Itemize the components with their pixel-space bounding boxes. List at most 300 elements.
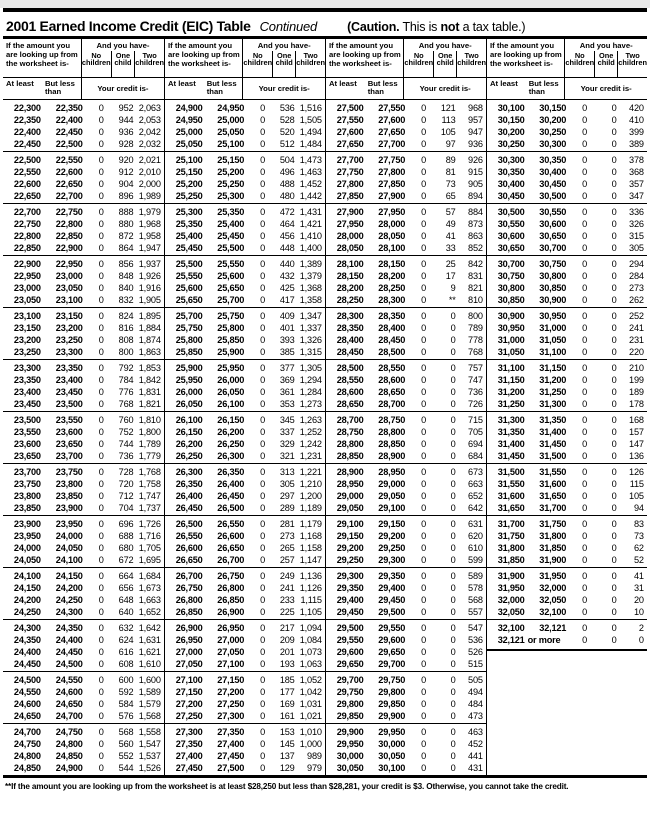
cell-but-less-than: 24,550 [55,674,83,685]
cell-credit-two-children: 410 [629,114,644,125]
cell-at-least: 23,300 [13,362,41,373]
cell-credit-one-child: 225 [279,606,295,617]
table-row [326,686,486,698]
cell-credit-one-child: 840 [118,282,134,293]
lookup-amount-label: If the amount you are looking up from the worksheet is- [3,39,82,77]
cell-but-less-than: 25,550 [217,258,245,269]
table-row [3,126,164,138]
cell-but-less-than: 27,250 [217,698,245,709]
cell-credit-two-children: 252 [629,310,644,321]
cell-but-less-than: 32,121 [539,622,567,633]
cell-credit-one-child: 345 [279,414,295,425]
cell-at-least: 23,450 [13,398,41,409]
cell-credit-no-children: 0 [421,438,426,449]
cell-but-less-than: 30,300 [539,138,567,149]
cell-credit-two-children: 2,021 [138,154,161,165]
cell-but-less-than: 24,000 [55,530,83,541]
cell-at-least: 25,950 [175,374,203,385]
row-group [3,151,164,203]
cell-but-less-than: 30,400 [539,166,567,177]
table-row [165,258,325,270]
cell-but-less-than: 23,400 [55,374,83,385]
cell-credit-one-child: 0 [611,582,617,593]
cell-but-less-than: 31,500 [539,450,567,461]
cell-but-less-than: 25,800 [217,322,245,333]
cell-credit-two-children: 399 [629,126,644,137]
cell-credit-one-child: 0 [450,542,456,553]
cell-at-least: 22,700 [13,206,41,217]
cell-credit-no-children: 0 [421,294,426,305]
cell-at-least: 29,900 [336,726,364,737]
cell-but-less-than: 23,700 [55,450,83,461]
cell-at-least: 28,600 [336,386,364,397]
cell-credit-two-children: 431 [468,762,483,773]
cell-credit-no-children: 0 [98,710,104,721]
cell-credit-one-child: 0 [450,658,456,669]
cell-at-least: 30,550 [497,218,525,229]
table-row [487,166,647,178]
header-row-top [3,39,164,78]
cell-at-least: 29,450 [336,606,364,617]
cell-credit-two-children: 842 [468,258,483,269]
cell-credit-one-child: 768 [118,398,134,409]
cell-credit-one-child: 904 [118,178,134,189]
table-row [165,542,325,554]
cell-but-less-than: 31,600 [539,478,567,489]
cell-but-less-than: 25,700 [217,294,245,305]
cell-credit-one-child: 568 [118,726,134,737]
cell-credit-no-children: 0 [98,218,104,229]
cell-credit-two-children: 1,284 [299,386,322,397]
table-row [3,102,164,114]
cell-at-least: 29,100 [336,518,364,529]
cell-credit-no-children: 0 [421,190,426,201]
cell-but-less-than: 31,750 [539,518,567,529]
cell-credit-two-children: 1,084 [299,634,322,645]
cell-credit-two-children: 873 [468,218,483,229]
caution-note [347,20,525,34]
cell-credit-one-child: 0 [450,554,456,565]
table-row [326,646,486,658]
table-row [487,294,647,306]
cell-at-least: 32,050 [497,606,525,617]
table-panel [164,39,325,775]
cell-but-less-than: 27,150 [217,674,245,685]
row-group [487,203,647,255]
cell-credit-two-children: 905 [468,178,483,189]
cell-credit-two-children: 1,168 [299,530,322,541]
cell-at-least: 29,550 [336,634,364,645]
table-row [487,190,647,202]
table-row [165,698,325,710]
cell-credit-no-children: 0 [421,374,426,385]
cell-credit-no-children: 0 [98,466,104,477]
table-row [165,282,325,294]
cell-credit-two-children: 1,231 [299,450,322,461]
table-row [165,658,325,670]
cell-at-least: 28,250 [336,294,364,305]
cell-at-least: 28,050 [336,242,364,253]
table-row [3,190,164,202]
cell-credit-one-child: 0 [450,582,456,593]
cell-credit-two-children: 768 [468,346,483,357]
cell-credit-no-children: 0 [421,674,426,685]
cell-credit-one-child: 0 [611,570,617,581]
header-row-bottom [165,78,325,99]
table-panel [3,39,164,775]
cell-credit-two-children: 821 [468,282,483,293]
cell-at-least: 32,121 [497,634,525,645]
cell-credit-one-child: 600 [118,674,134,685]
cell-credit-one-child: 417 [279,294,295,305]
cell-at-least: 27,550 [336,114,364,125]
but-less-than-label: But less than [44,78,75,97]
cell-credit-one-child: 0 [450,310,456,321]
cell-credit-one-child: 848 [118,270,134,281]
table-row [487,346,647,358]
cell-but-less-than: 26,350 [217,466,245,477]
child-col-label: Two children [456,51,486,77]
cell-credit-one-child: 0 [450,478,456,489]
cell-but-less-than: or more [527,634,561,645]
row-group [165,671,325,723]
cell-at-least: 29,600 [336,646,364,657]
cell-at-least: 32,000 [497,594,525,605]
cell-at-least: 28,650 [336,398,364,409]
table-row [326,762,486,774]
cell-credit-one-child: 0 [450,426,456,437]
row-group [3,255,164,307]
cell-but-less-than: 24,450 [55,646,83,657]
table-panel [486,39,647,775]
cell-but-less-than: 22,650 [55,178,83,189]
cell-credit-two-children: 1,473 [299,154,322,165]
table-row [165,646,325,658]
cell-at-least: 23,600 [13,438,41,449]
cell-but-less-than: 29,800 [378,686,406,697]
cell-credit-two-children: 389 [629,138,644,149]
cell-at-least: 26,500 [175,518,203,529]
cell-credit-two-children: 20 [633,594,644,605]
cell-credit-two-children: 378 [629,154,644,165]
cell-credit-two-children: 1,431 [299,206,322,217]
cell-credit-one-child: 952 [118,102,134,113]
cell-at-least: 23,400 [13,386,41,397]
cell-credit-no-children: 0 [98,258,104,269]
cell-at-least: 27,900 [336,206,364,217]
cell-credit-no-children: 0 [260,490,265,501]
table-row [487,426,647,438]
cell-credit-one-child: 0 [611,138,617,149]
cell-at-least: 31,000 [497,334,525,345]
cell-but-less-than: 22,850 [55,230,83,241]
cell-credit-no-children: 0 [260,426,265,437]
cell-but-less-than: 29,100 [378,502,406,513]
cell-credit-no-children: 0 [421,530,426,541]
row-group [3,619,164,671]
table-row [326,374,486,386]
cell-credit-two-children: 1,042 [299,686,322,697]
header-row-bottom [326,78,486,99]
row-group [326,307,486,359]
children-columns [243,51,325,77]
cell-credit-two-children: 547 [468,622,483,633]
cell-at-least: 24,250 [13,606,41,617]
and-you-have-cell [404,39,486,77]
table-row [487,554,647,566]
table-row [165,294,325,306]
table-row [165,518,325,530]
cell-but-less-than: 27,950 [378,206,406,217]
cell-credit-one-child: 0 [611,622,617,633]
table-row [326,126,486,138]
cell-at-least: 31,150 [497,374,525,385]
cell-at-least: 27,700 [336,154,364,165]
cell-credit-no-children: 0 [98,502,104,513]
cell-credit-two-children: 220 [629,346,644,357]
cell-but-less-than: 24,250 [55,594,83,605]
cell-credit-one-child: 0 [450,374,456,385]
title-row [0,12,650,36]
cell-credit-one-child: 640 [118,606,134,617]
row-group [487,619,647,651]
cell-but-less-than: 22,800 [55,218,83,229]
table-row [326,726,486,738]
cell-credit-no-children: 0 [421,258,426,269]
cell-credit-two-children: 1,758 [138,478,161,489]
cell-credit-no-children: 0 [582,230,587,241]
table-row [487,478,647,490]
table-row [487,206,647,218]
cell-but-less-than: 22,750 [55,206,83,217]
cell-credit-no-children: 0 [98,126,104,137]
table-row [165,230,325,242]
your-credit-label: Your credit is- [419,83,471,93]
cell-but-less-than: 28,950 [378,466,406,477]
cell-credit-one-child: 153 [279,726,295,737]
cell-but-less-than: 23,250 [55,334,83,345]
cell-credit-two-children: 1,379 [299,270,322,281]
cell-but-less-than: 24,950 [217,102,245,113]
cell-at-least: 25,550 [175,270,203,281]
cell-credit-one-child: 0 [450,622,456,633]
cell-credit-one-child: 185 [279,674,295,685]
cell-credit-one-child: 353 [279,398,295,409]
cell-credit-two-children: 536 [468,634,483,645]
cell-but-less-than: 27,500 [217,762,245,773]
cell-but-less-than: 27,200 [217,686,245,697]
cell-credit-one-child: 393 [279,334,295,345]
cell-credit-one-child: 9 [450,282,456,293]
cell-credit-one-child: 792 [118,362,134,373]
cell-at-least: 26,850 [175,606,203,617]
cell-credit-one-child: 0 [611,154,617,165]
cell-but-less-than: 28,750 [378,414,406,425]
cell-but-less-than: 23,950 [55,518,83,529]
table-row [165,102,325,114]
cell-credit-one-child: 432 [279,270,295,281]
cell-but-less-than: 31,250 [539,386,567,397]
panel-body [165,99,325,775]
cell-credit-no-children: 0 [582,138,587,149]
cell-at-least: 27,800 [336,178,364,189]
table-row [165,206,325,218]
cell-credit-one-child: 496 [279,166,295,177]
cell-credit-no-children: 0 [260,738,265,749]
panel-body [326,99,486,775]
cell-credit-two-children: 1,831 [138,386,161,397]
cell-but-less-than: 24,600 [55,686,83,697]
cell-credit-one-child: 0 [450,674,456,685]
cell-credit-one-child: 41 [445,230,456,241]
cell-credit-one-child: 0 [611,294,617,305]
cell-but-less-than: 31,850 [539,542,567,553]
cell-at-least: 22,500 [13,154,41,165]
table-row [326,634,486,646]
table-row [326,426,486,438]
lookup-amount-label: If the amount you are looking up from the worksheet is- [487,39,565,77]
cell-credit-two-children: 2,010 [138,166,161,177]
table-row [487,258,647,270]
cell-but-less-than: 31,900 [539,554,567,565]
cell-credit-one-child: 664 [118,570,134,581]
footnote: **If the amount you are looking up from the worksheet is at least $28,250 but less than $28,281, your credit is $3. Otherwise, you cannot take the credit. [5,781,569,791]
cell-at-least: 22,550 [13,166,41,177]
cell-credit-one-child: 25 [445,258,456,269]
cell-credit-one-child: 249 [279,570,295,581]
cell-credit-no-children: 0 [260,698,265,709]
cell-at-least: 27,000 [175,646,203,657]
cell-but-less-than: 23,550 [55,414,83,425]
cell-credit-no-children: 0 [98,634,104,645]
cell-but-less-than: 27,000 [217,634,245,645]
cell-but-less-than: 28,800 [378,426,406,437]
cell-credit-two-children: 1,000 [299,738,322,749]
cell-at-least: 28,850 [336,450,364,461]
cell-at-least: 28,900 [336,466,364,477]
cell-credit-two-children: 2,063 [138,102,161,113]
cell-credit-no-children: 0 [421,710,426,721]
cell-at-least: 22,650 [13,190,41,201]
cell-but-less-than: 26,300 [217,450,245,461]
cell-credit-one-child: 0 [450,398,456,409]
cell-credit-one-child: 0 [611,606,617,617]
cell-credit-no-children: 0 [260,218,265,229]
cell-at-least: 26,950 [175,634,203,645]
cell-credit-no-children: 0 [98,750,104,761]
cell-at-least: 26,250 [175,450,203,461]
cell-at-least: 31,750 [497,530,525,541]
cell-credit-two-children: 2,032 [138,138,161,149]
cell-credit-one-child: 680 [118,542,134,553]
cell-but-less-than: 30,200 [539,114,567,125]
cell-at-least: 23,500 [13,414,41,425]
cell-at-least: 31,900 [497,570,525,581]
table-row [487,518,647,530]
table-row [326,346,486,358]
lookup-amount-label: If the amount you are looking up from the worksheet is- [326,39,404,77]
cell-but-less-than: 29,550 [378,622,406,633]
cell-at-least: 29,800 [336,698,364,709]
table-panel [325,39,486,775]
table-row [326,606,486,618]
table-row [3,294,164,306]
cell-credit-one-child: 0 [611,230,617,241]
cell-credit-one-child: 0 [611,346,617,357]
cell-credit-one-child: 161 [279,710,295,721]
cell-at-least: 23,650 [13,450,41,461]
cell-at-least: 27,200 [175,698,203,709]
table-row [326,622,486,634]
cell-but-less-than: 25,600 [217,270,245,281]
cell-credit-two-children: 178 [629,398,644,409]
table-row [165,154,325,166]
cell-credit-two-children: 1,705 [138,542,161,553]
cell-credit-no-children: 0 [582,362,587,373]
cell-credit-two-children: 1,905 [138,294,161,305]
cell-credit-one-child: 0 [611,530,617,541]
cell-credit-no-children: 0 [582,166,587,177]
table-row [487,438,647,450]
cell-but-less-than: 23,100 [55,294,83,305]
table-row [165,218,325,230]
cell-at-least: 25,700 [175,310,203,321]
cell-but-less-than: 29,900 [378,710,406,721]
cell-credit-no-children: 0 [582,310,587,321]
cell-credit-no-children: 0 [260,270,265,281]
cell-credit-two-children: 1,442 [299,190,322,201]
cell-at-least: 30,250 [497,138,525,149]
cell-at-least: 23,050 [13,294,41,305]
cell-at-least: 25,850 [175,346,203,357]
table-row [3,138,164,150]
cell-credit-no-children: 0 [421,386,426,397]
cell-credit-no-children: 0 [260,686,265,697]
cell-credit-one-child: 872 [118,230,134,241]
cell-but-less-than: 29,200 [378,530,406,541]
cell-credit-one-child: 0 [450,362,456,373]
cell-credit-one-child: 520 [279,126,295,137]
cell-credit-two-children: 1,389 [299,258,322,269]
cell-at-least: 27,450 [175,762,203,773]
cell-credit-no-children: 0 [421,138,426,149]
cell-credit-one-child: 464 [279,218,295,229]
cell-but-less-than: 26,450 [217,490,245,501]
row-group [326,203,486,255]
cell-credit-two-children: 420 [629,102,644,113]
cell-credit-two-children: 52 [633,554,644,565]
cell-credit-no-children: 0 [582,438,587,449]
child-col-label: Two children [617,51,647,77]
table-row [165,606,325,618]
cell-but-less-than: 23,900 [55,502,83,513]
cell-credit-two-children: 1,242 [299,438,322,449]
cell-credit-two-children: 1,547 [138,738,161,749]
cell-credit-no-children: 0 [260,294,265,305]
table-row [326,294,486,306]
cell-credit-no-children: 0 [582,242,587,253]
cell-credit-no-children: 0 [98,414,104,425]
cell-at-least: 29,350 [336,582,364,593]
cell-but-less-than: 24,350 [55,622,83,633]
cell-credit-no-children: 0 [582,102,587,113]
cell-credit-no-children: 0 [98,606,104,617]
table-row [487,530,647,542]
cell-credit-two-children: 831 [468,270,483,281]
cell-at-least: 25,050 [175,138,203,149]
cell-at-least: 24,750 [13,738,41,749]
cell-at-least: 31,950 [497,582,525,593]
